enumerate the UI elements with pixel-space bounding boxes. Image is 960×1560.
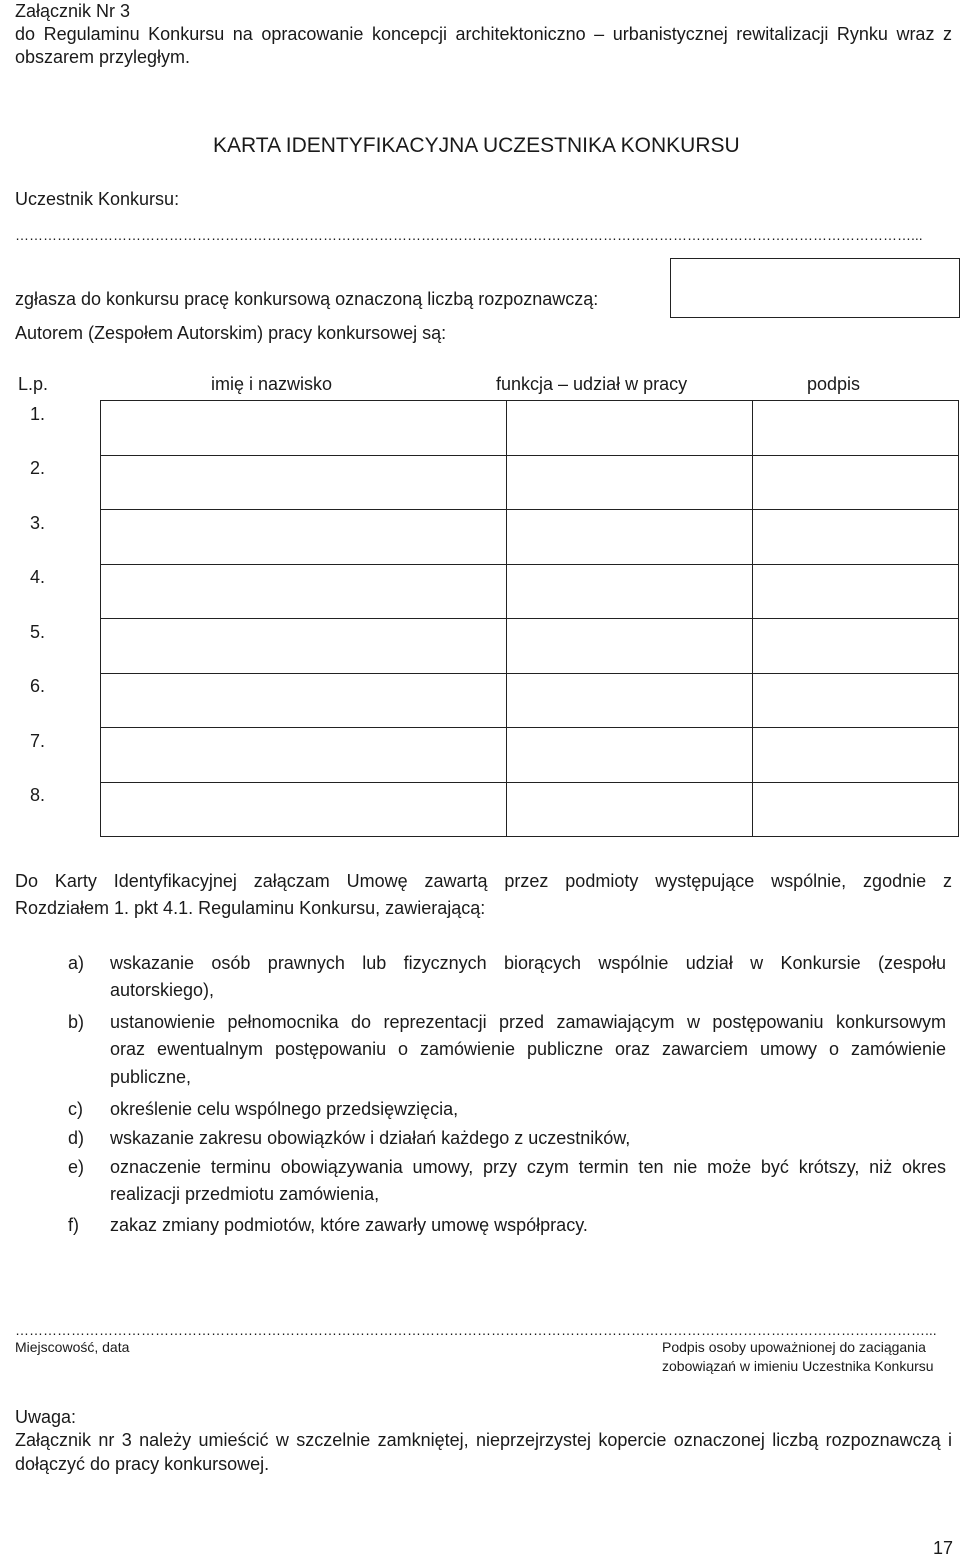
authors-text: Autorem (Zespołem Autorskim) pracy konkursowej są: [15, 323, 447, 343]
role-cell[interactable] [507, 510, 753, 565]
list-item-line: wskazanie zakresu obowiązków i działań każdego z uczestników, [110, 1128, 631, 1148]
list-item-line: publiczne, [110, 1066, 192, 1087]
list-item [68, 1127, 946, 1155]
signature-cell[interactable] [753, 510, 959, 565]
note-title: Uwaga: [15, 1407, 77, 1427]
signature-cell[interactable] [753, 782, 959, 837]
row-number: 7. [2, 728, 101, 783]
agreement-paragraph-line2: Rozdziałem 1. pkt 4.1. Regulaminu Konkursu, zawierającą: [15, 898, 486, 918]
list-item-label: e) [68, 1157, 85, 1177]
row-number: 4. [2, 564, 101, 619]
row-number: 3. [2, 510, 101, 565]
list-item-line: oraz ewentualnym postępowaniu o zamówienie publiczne oraz zawarciem umowy o zamówienie [110, 1039, 946, 1060]
table-row [2, 782, 959, 837]
table-row [2, 673, 959, 728]
table-row [2, 564, 959, 619]
table-row [2, 510, 959, 565]
participant-label: Uczestnik Konkursu: [15, 189, 180, 209]
row-number: 1. [2, 401, 101, 456]
list-item [68, 1156, 946, 1216]
row-number: 2. [2, 455, 101, 510]
role-cell[interactable] [507, 401, 753, 456]
attachment-reference-line-2: obszarem przyległym. [15, 47, 191, 67]
signature-cell[interactable] [753, 619, 959, 674]
list-item [68, 952, 946, 1012]
name-cell[interactable] [101, 619, 507, 674]
agreement-paragraph-line1: Do Karty Identyfikacyjnej załączam Umowę zawartą przez podmioty występujące wspólnie, zgodnie z [15, 871, 952, 891]
name-cell[interactable] [101, 510, 507, 565]
name-cell[interactable] [101, 401, 507, 456]
table-header-signature: podpis [807, 374, 861, 394]
place-date-label: Miejscowość, data [15, 1339, 130, 1355]
list-item-line: określenie celu wspólnego przedsięwzięcia, [110, 1099, 459, 1119]
table-row [2, 619, 959, 674]
table-row [2, 455, 959, 510]
list-item-line: ustanowienie pełnomocnika do reprezentacji przed zamawiającym w postępowaniu konkursowym [110, 1012, 946, 1032]
attachment-reference-line: do Regulaminu Konkursu na opracowanie koncepcji architektoniczno – urbanistycznej rewitalizacji Rynku wraz z [15, 24, 952, 44]
name-cell[interactable] [101, 673, 507, 728]
row-number: 8. [2, 782, 101, 837]
table-row [2, 401, 959, 456]
list-item-line: oznaczenie terminu obowiązywania umowy, przy czym termin ten nie może być krótszy, niż okres [110, 1157, 946, 1177]
signature-cell[interactable] [753, 455, 959, 510]
identification-number-box[interactable] [670, 258, 960, 318]
note-line2: dołączyć do pracy konkursowej. [15, 1454, 270, 1474]
list-item-label: d) [68, 1128, 85, 1148]
table-header-lp: L.p. [18, 374, 49, 394]
table-row [2, 728, 959, 783]
name-cell[interactable] [101, 564, 507, 619]
role-cell[interactable] [507, 455, 753, 510]
signer-label-line1: Podpis osoby upoważnionej do zaciągania [662, 1339, 926, 1355]
list-item-label: b) [68, 1012, 85, 1032]
list-item-label: f) [68, 1215, 79, 1235]
list-item-label: a) [68, 953, 85, 973]
list-item-line: zakaz zmiany podmiotów, które zawarły umowę współpracy. [110, 1215, 588, 1235]
authors-table [2, 400, 959, 837]
signature-cell[interactable] [753, 673, 959, 728]
role-cell[interactable] [507, 673, 753, 728]
page-title: KARTA IDENTYFIKACYJNA UCZESTNIKA KONKURSU [213, 134, 740, 157]
signature-cell[interactable] [753, 401, 959, 456]
note-line1: Załącznik nr 3 należy umieścić w szczelnie zamkniętej, nieprzejrzystej kopercie oznaczonej liczbą rozpoznawczą i [15, 1430, 952, 1450]
row-number: 5. [2, 619, 101, 674]
list-item-label: c) [68, 1099, 83, 1119]
role-cell[interactable] [507, 619, 753, 674]
name-cell[interactable] [101, 455, 507, 510]
list-item [68, 1098, 946, 1126]
list-item-line: wskazanie osób prawnych lub fizycznych biorących wspólnie udział w Konkursie (zespołu [110, 953, 946, 973]
role-cell[interactable] [507, 728, 753, 783]
page-number: 17 [933, 1538, 954, 1558]
table-header-role: funkcja – udział w pracy [496, 374, 688, 394]
list-item-line: autorskiego), [110, 980, 215, 1001]
list-item-line: realizacji przedmiotu zamówienia, [110, 1184, 380, 1205]
name-cell[interactable] [101, 782, 507, 837]
table-header-name: imię i nazwisko [211, 374, 333, 394]
name-cell[interactable] [101, 728, 507, 783]
list-item [68, 1011, 946, 1101]
attachment-number: Załącznik Nr 3 [15, 1, 131, 21]
signature-dotted-line[interactable]: ……………………………………………………………………………………………………………………………………………………………………………... [15, 1322, 937, 1338]
signature-cell[interactable] [753, 728, 959, 783]
row-number: 6. [2, 673, 101, 728]
list-item [68, 1214, 946, 1242]
submits-text: zgłasza do konkursu pracę konkursową oznaczoną liczbą rozpoznawczą: [15, 289, 599, 309]
role-cell[interactable] [507, 782, 753, 837]
role-cell[interactable] [507, 564, 753, 619]
signer-label-line2: zobowiązań w imieniu Uczestnika Konkursu [662, 1358, 934, 1374]
participant-dotted-field[interactable]: …………………………………………………………………………………………………………………………………………………………………………... [15, 227, 923, 243]
signature-cell[interactable] [753, 564, 959, 619]
